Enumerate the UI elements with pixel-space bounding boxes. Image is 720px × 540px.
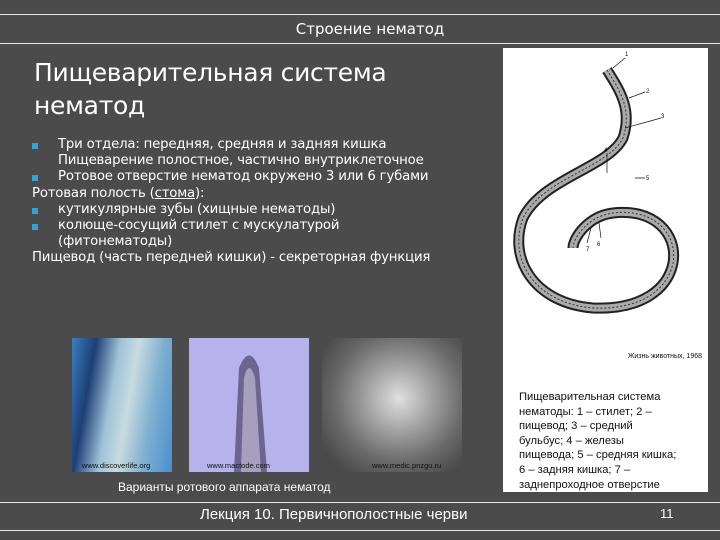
photo-watermark: www.mactode.com: [207, 461, 270, 470]
title-line: нематод: [34, 91, 145, 120]
stoma-link[interactable]: стома: [154, 185, 195, 201]
caption-line: пищевода; 5 – средняя кишка;: [519, 449, 677, 462]
bullet-icon: [32, 175, 38, 181]
bullet-text: Ротовое отверстие нематод окружено 3 или 6 губами: [58, 169, 429, 185]
slide-header: Строение нематод: [295, 20, 445, 38]
photo-nematode-head-sem: [322, 338, 462, 472]
header-bottom-line: [0, 43, 720, 44]
photo-watermark: www.medic.pnzgu.ru: [372, 461, 442, 470]
figure-label: 5: [646, 176, 650, 182]
slide-title: [34, 56, 386, 122]
caption-line: нематоды: 1 – стилет; 2 –: [519, 405, 652, 418]
figure-label: 6: [597, 242, 601, 248]
footer-top-line: [0, 502, 720, 503]
bullet-item: [32, 202, 430, 218]
figure-caption: [519, 390, 676, 492]
nematode-diagram: [503, 48, 708, 348]
bullet-icon: [32, 143, 38, 149]
photo-nematode-head-blue: [72, 338, 172, 472]
caption-line: 6 – задняя кишка; 7 –: [519, 463, 631, 476]
figure-label: 1: [625, 52, 629, 58]
paragraph: Пищевод (часть передней кишки) - секреторная функция: [32, 250, 431, 266]
caption-line: пищевод; 3 – средний: [519, 420, 633, 433]
nematode-spiny-shape: [189, 338, 309, 472]
caption-line: Пищеварительная система: [519, 391, 661, 403]
figure-label: 3: [661, 114, 665, 120]
bullet-text: (фитонематоды): [58, 234, 173, 250]
bullet-text: Пищеварение полостное, частично внутриклеточное: [58, 153, 424, 169]
text: ):: [195, 185, 205, 201]
photo-watermark: www.discoverlife.org: [82, 461, 151, 470]
figure-label: 2: [646, 89, 650, 95]
photos-caption: Варианты ротового аппарата нематод: [118, 480, 331, 494]
paragraph: [32, 186, 430, 202]
footer-lecture-title: Лекция 10. Первичнополостные черви: [200, 506, 468, 523]
slide-body: [32, 137, 430, 267]
bullet-icon: [32, 224, 38, 230]
bullet-text: кутикулярные зубы (хищные нематоды): [58, 201, 336, 217]
page-number: 11: [660, 506, 674, 521]
title-line: Пищеварительная система: [34, 58, 387, 87]
caption-line: бульбус; 4 – железы: [519, 434, 624, 447]
bullet-text: Три отдела: передняя, средняя и задняя кишка: [58, 137, 387, 152]
caption-line: заднепроходное отверстие: [519, 478, 660, 491]
figure-label: 4: [604, 148, 608, 154]
figure-source: Жизнь животных, 1968: [627, 353, 702, 360]
bullet-icon: [32, 208, 38, 214]
bullet-item: [32, 137, 430, 169]
photo-nematode-head-purple: [189, 338, 309, 472]
footer-bottom-line: [0, 530, 720, 531]
bullet-text: колюще-сосущий стилет с мускулатурой: [58, 218, 340, 234]
bullet-item: [32, 169, 430, 185]
figure-label: 7: [586, 247, 590, 253]
bullet-item: [32, 218, 430, 250]
text: Ротовая полость (: [32, 185, 155, 201]
nematode-figure-panel: [503, 48, 708, 492]
